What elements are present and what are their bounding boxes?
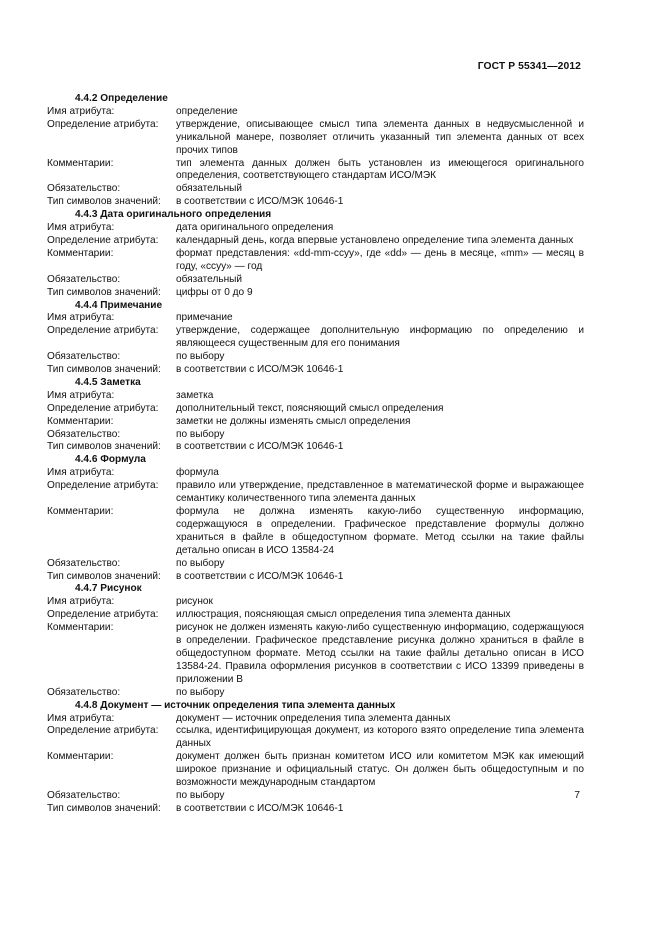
page-number: 7 xyxy=(574,790,580,801)
attribute-row xyxy=(47,235,584,248)
attribute-row xyxy=(47,622,584,687)
attribute-label: Обязательство: xyxy=(47,183,121,195)
attribute-row xyxy=(47,248,584,274)
attribute-row xyxy=(47,506,584,558)
section-figure xyxy=(47,583,584,699)
attribute-label: Обязательство: xyxy=(47,557,121,569)
attribute-value: в соответствии с ИСО/МЭК 10646-1 xyxy=(176,364,344,376)
attribute-row xyxy=(47,480,584,506)
attribute-row xyxy=(47,390,584,403)
attribute-label: Определение атрибута: xyxy=(47,725,159,737)
attribute-row xyxy=(47,364,584,377)
attribute-row xyxy=(47,687,584,700)
attribute-value: формула не должна изменять какую-либо существенную информацию, содержащуюся в определении. Графическое представление формулы должно храниться в файле в общедоступном формате. Метод ссылки на такие файлы детально описан в ИСО 13584-24 xyxy=(176,506,584,556)
attribute-label: Имя атрибута: xyxy=(47,312,115,324)
attribute-value: по выбору xyxy=(176,789,225,801)
section-original-definition-date xyxy=(47,209,584,299)
attribute-label: Комментарии: xyxy=(47,751,114,763)
attribute-value: в соответствии с ИСО/МЭК 10646-1 xyxy=(176,441,344,453)
attribute-label: Определение атрибута: xyxy=(47,118,159,130)
section-heading: 4.4.4 Примечание xyxy=(75,299,163,311)
attribute-label: Имя атрибута: xyxy=(47,389,115,401)
attribute-row xyxy=(47,183,584,196)
attribute-row xyxy=(47,287,584,300)
attribute-value: дата оригинального определения xyxy=(176,222,334,234)
attribute-row xyxy=(47,571,584,584)
attribute-label: Комментарии: xyxy=(47,622,114,634)
attribute-label: Имя атрибута: xyxy=(47,222,115,234)
attribute-value: по выбору xyxy=(176,428,225,440)
document-body xyxy=(47,93,584,816)
attribute-value: утверждение, описывающее смысл типа элемента данных в недвусмысленной и уникальной манере, позволяет отличить указанный тип элемента данных от всех прочих типов xyxy=(176,118,584,156)
attribute-value: формула xyxy=(176,467,219,479)
section-formula xyxy=(47,454,584,583)
attribute-row xyxy=(47,196,584,209)
attribute-row xyxy=(47,725,584,751)
section-heading: 4.4.8 Документ — источник определения типа элемента данных xyxy=(75,699,396,711)
attribute-row xyxy=(47,429,584,442)
attribute-row xyxy=(47,790,584,803)
attribute-row xyxy=(47,558,584,571)
attribute-value: заметка xyxy=(176,389,214,401)
attribute-label: Определение атрибута: xyxy=(47,402,159,414)
attribute-label: Тип символов значений: xyxy=(47,802,161,814)
attribute-label: Обязательство: xyxy=(47,273,121,285)
attribute-value: рисунок не должен изменять какую-либо существенную информацию, содержащуюся в определении. Графическое представление рисунка должно храниться в файле в общедоступном формате. Метод ссылки на такие файлы детально описан в ИСО 13584-24. Правила оформления рисунков в соответствии с ИСО 13399 приведены в приложении В xyxy=(176,622,584,685)
attribute-label: Определение атрибута: xyxy=(47,609,159,621)
section-definition xyxy=(47,93,584,209)
attribute-label: Обязательство: xyxy=(47,351,121,363)
attribute-value: по выбору xyxy=(176,686,225,698)
attribute-value: в соответствии с ИСО/МЭК 10646-1 xyxy=(176,802,344,814)
document-header: ГОСТ Р 55341—2012 xyxy=(477,61,581,72)
attribute-row xyxy=(47,441,584,454)
attribute-label: Обязательство: xyxy=(47,789,121,801)
attribute-label: Комментарии: xyxy=(47,506,114,517)
attribute-value: цифры от 0 до 9 xyxy=(176,286,253,298)
attribute-value: правило или утверждение, представленное в математической форме и выражающее семантику количественного типа элемента данных xyxy=(176,480,584,505)
attribute-row xyxy=(47,596,584,609)
attribute-row xyxy=(47,274,584,287)
attribute-value: тип элемента данных должен быть установлен из имеющегося оригинального определения, соответствующего стандартам ИСО/МЭК xyxy=(176,157,584,182)
attribute-value: заметки не должны изменять смысл определения xyxy=(176,415,411,427)
attribute-label: Обязательство: xyxy=(47,428,121,440)
attribute-label: Тип символов значений: xyxy=(47,570,161,582)
section-heading: 4.4.7 Рисунок xyxy=(75,583,142,595)
attribute-row xyxy=(47,351,584,364)
attribute-label: Обязательство: xyxy=(47,686,121,698)
attribute-label: Тип символов значений: xyxy=(47,286,161,298)
attribute-label: Комментарии: xyxy=(47,247,114,259)
attribute-value: по выбору xyxy=(176,557,225,569)
attribute-label: Определение атрибута: xyxy=(47,325,159,337)
attribute-row xyxy=(47,312,584,325)
attribute-label: Тип символов значений: xyxy=(47,364,161,376)
attribute-value: документ — источник определения типа элемента данных xyxy=(176,712,451,724)
attribute-row xyxy=(47,416,584,429)
attribute-row xyxy=(47,158,584,184)
attribute-value: календарный день, когда впервые установлено определение типа элемента данных xyxy=(176,234,574,246)
attribute-row xyxy=(47,403,584,416)
attribute-label: Имя атрибута: xyxy=(47,596,115,608)
attribute-value: ссылка, идентифицирующая документ, из которого взято определение типа элемента данных xyxy=(176,725,584,750)
section-source-document xyxy=(47,700,584,816)
attribute-label: Имя атрибута: xyxy=(47,467,115,479)
attribute-value: документ должен быть признан комитетом ИСО или комитетом МЭК как имеющий широкое признание и официальный статус. Он должен быть общедоступным и по возможности международным стандартом xyxy=(176,751,584,789)
attribute-value: в соответствии с ИСО/МЭК 10646-1 xyxy=(176,570,344,582)
attribute-value: рисунок xyxy=(176,596,213,608)
section-heading: 4.4.3 Дата оригинального определения xyxy=(75,209,272,221)
attribute-value: по выбору xyxy=(176,351,225,363)
attribute-value: примечание xyxy=(176,312,233,324)
attribute-row xyxy=(47,467,584,480)
attribute-row xyxy=(47,609,584,622)
attribute-label: Тип символов значений: xyxy=(47,196,161,208)
attribute-row xyxy=(47,713,584,726)
attribute-label: Имя атрибута: xyxy=(47,105,115,117)
section-note xyxy=(47,300,584,377)
attribute-row xyxy=(47,751,584,790)
attribute-value: дополнительный текст, поясняющий смысл определения xyxy=(176,402,444,414)
attribute-row xyxy=(47,803,584,816)
attribute-value: формат представления: «dd-mm-ccyy», где «dd» — день в месяце, «mm» — месяц в году, «ccyy» — год xyxy=(176,247,584,272)
section-heading: 4.4.6 Формула xyxy=(75,454,146,466)
attribute-label: Комментарии: xyxy=(47,157,114,169)
section-remark xyxy=(47,377,584,454)
attribute-value: обязательный xyxy=(176,183,243,195)
section-heading: 4.4.5 Заметка xyxy=(75,376,141,388)
attribute-label: Определение атрибута: xyxy=(47,480,159,492)
attribute-value: в соответствии с ИСО/МЭК 10646-1 xyxy=(176,196,344,208)
attribute-row xyxy=(47,106,584,119)
attribute-label: Комментарии: xyxy=(47,415,114,427)
attribute-value: обязательный xyxy=(176,273,243,285)
attribute-row xyxy=(47,119,584,158)
attribute-label: Тип символов значений: xyxy=(47,441,161,453)
attribute-row xyxy=(47,222,584,235)
section-heading: 4.4.2 Определение xyxy=(75,93,168,104)
attribute-label: Имя атрибута: xyxy=(47,712,115,724)
attribute-value: определение xyxy=(176,105,238,117)
attribute-row xyxy=(47,325,584,351)
attribute-value: утверждение, содержащее дополнительную информацию по определению и являющееся существенным для его понимания xyxy=(176,325,584,350)
attribute-label: Определение атрибута: xyxy=(47,234,159,246)
attribute-value: иллюстрация, поясняющая смысл определения типа элемента данных xyxy=(176,609,511,621)
